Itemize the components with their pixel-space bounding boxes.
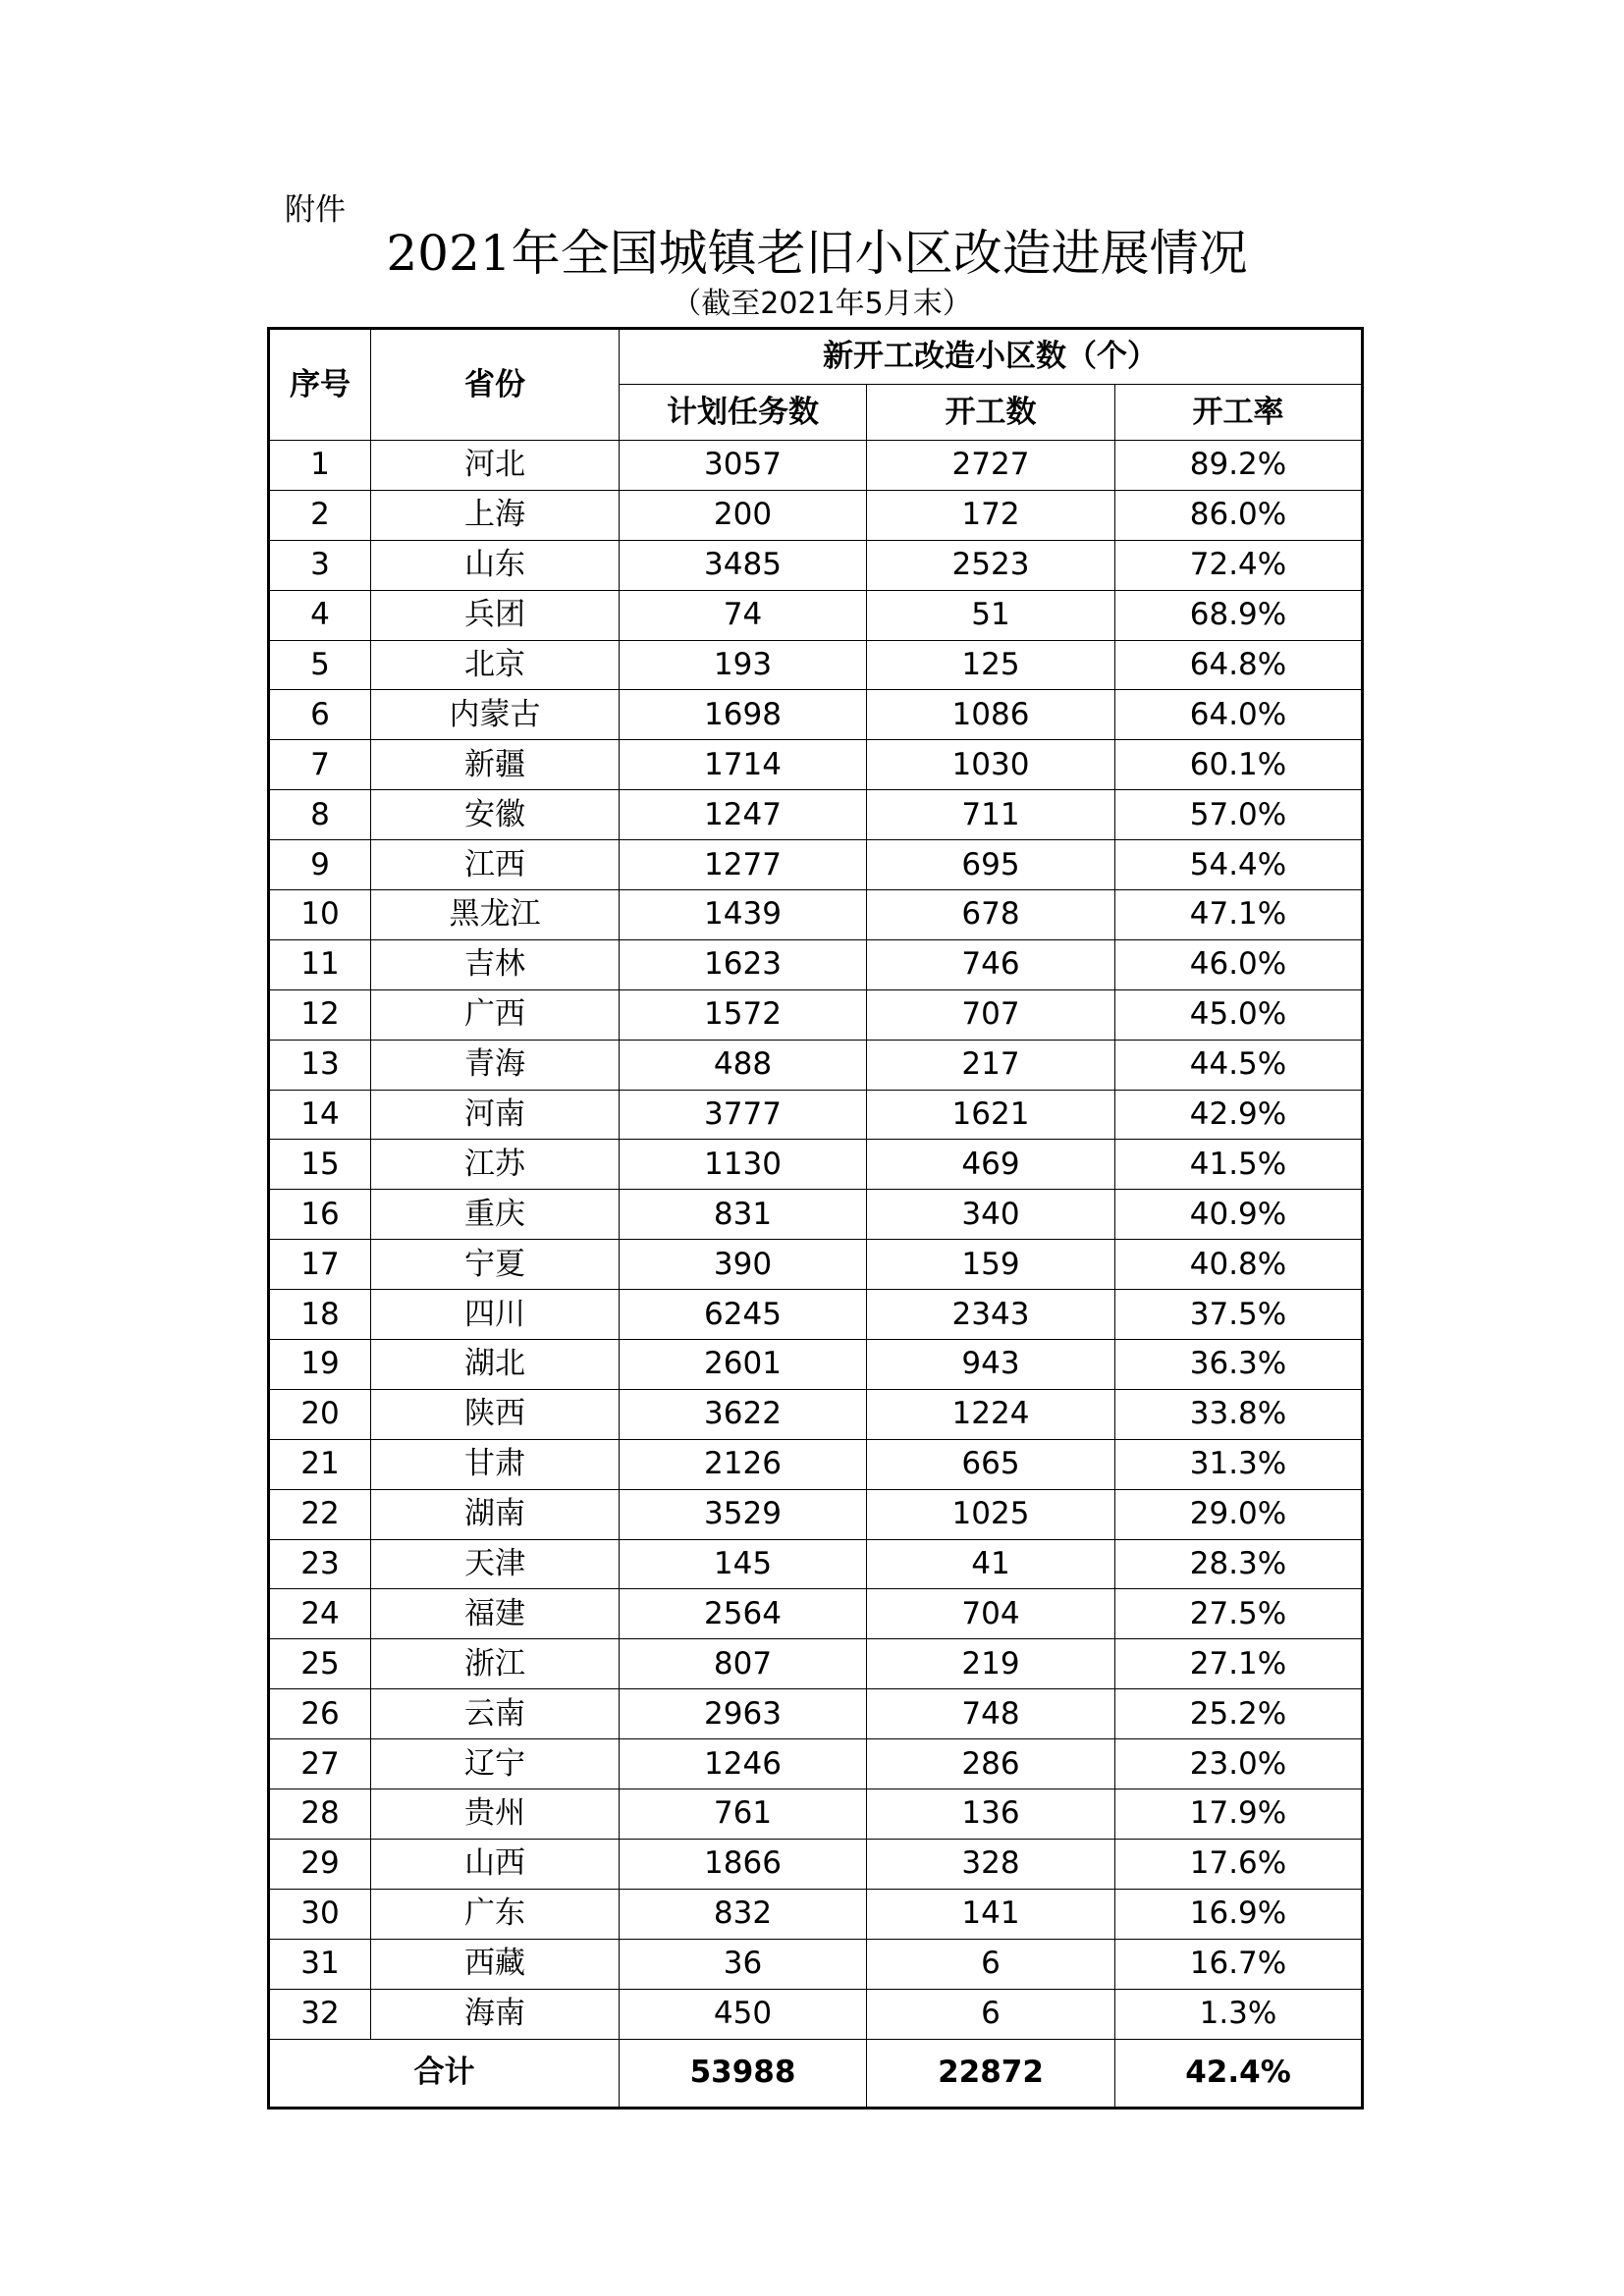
- cell-started: 172: [867, 490, 1115, 540]
- table-row: [269, 1889, 1363, 1939]
- cell-no: 4: [269, 590, 371, 640]
- cell-plan: 3777: [620, 1090, 867, 1140]
- cell-province: 江西: [371, 840, 620, 890]
- cell-plan: 1572: [620, 989, 867, 1040]
- cell-started: 2343: [867, 1290, 1115, 1340]
- cell-plan: 761: [620, 1789, 867, 1840]
- table-row: [269, 1140, 1363, 1190]
- cell-started: 1030: [867, 740, 1115, 790]
- cell-province: 内蒙古: [371, 690, 620, 740]
- table-row: [269, 1090, 1363, 1140]
- total-plan: 53988: [620, 2039, 867, 2108]
- cell-started: 2727: [867, 441, 1115, 491]
- total-started: 22872: [867, 2039, 1115, 2108]
- table-row: [269, 1389, 1363, 1439]
- cell-province: 山东: [371, 540, 620, 590]
- cell-started: 469: [867, 1140, 1115, 1190]
- cell-no: 28: [269, 1789, 371, 1840]
- cell-province: 河北: [371, 441, 620, 491]
- cell-province: 安徽: [371, 790, 620, 840]
- cell-rate: 57.0%: [1115, 790, 1363, 840]
- cell-no: 16: [269, 1190, 371, 1240]
- cell-rate: 68.9%: [1115, 590, 1363, 640]
- cell-started: 41: [867, 1539, 1115, 1589]
- cell-plan: 488: [620, 1040, 867, 1090]
- cell-rate: 72.4%: [1115, 540, 1363, 590]
- cell-rate: 40.9%: [1115, 1190, 1363, 1240]
- cell-no: 15: [269, 1140, 371, 1190]
- cell-rate: 40.8%: [1115, 1240, 1363, 1290]
- cell-started: 286: [867, 1739, 1115, 1789]
- cell-no: 19: [269, 1340, 371, 1390]
- cell-started: 1621: [867, 1090, 1115, 1140]
- cell-rate: 44.5%: [1115, 1040, 1363, 1090]
- table-row: [269, 890, 1363, 940]
- header-started: 开工数: [867, 385, 1115, 441]
- cell-no: 29: [269, 1839, 371, 1889]
- header-plan: 计划任务数: [620, 385, 867, 441]
- cell-no: 17: [269, 1240, 371, 1290]
- cell-no: 21: [269, 1439, 371, 1489]
- cell-no: 12: [269, 989, 371, 1040]
- cell-started: 943: [867, 1340, 1115, 1390]
- table-row: [269, 1439, 1363, 1489]
- table-row: [269, 790, 1363, 840]
- table-row: [269, 540, 1363, 590]
- cell-no: 2: [269, 490, 371, 540]
- cell-started: 1086: [867, 690, 1115, 740]
- table-row: [269, 939, 1363, 989]
- table-body: [269, 441, 1363, 2040]
- cell-started: 665: [867, 1439, 1115, 1489]
- attachment-label: 附件: [285, 192, 346, 228]
- table-row: [269, 640, 1363, 690]
- cell-province: 上海: [371, 490, 620, 540]
- table-row: [269, 690, 1363, 740]
- cell-plan: 193: [620, 640, 867, 690]
- cell-province: 江苏: [371, 1140, 620, 1190]
- cell-province: 广西: [371, 989, 620, 1040]
- cell-started: 340: [867, 1190, 1115, 1240]
- cell-no: 24: [269, 1589, 371, 1639]
- header-province: 省份: [371, 329, 620, 441]
- cell-plan: 3622: [620, 1389, 867, 1439]
- cell-rate: 37.5%: [1115, 1290, 1363, 1340]
- cell-province: 浙江: [371, 1639, 620, 1689]
- cell-no: 10: [269, 890, 371, 940]
- cell-rate: 31.3%: [1115, 1439, 1363, 1489]
- cell-no: 9: [269, 840, 371, 890]
- cell-started: 707: [867, 989, 1115, 1040]
- table-row: [269, 1789, 1363, 1840]
- cell-rate: 64.8%: [1115, 640, 1363, 690]
- cell-plan: 1714: [620, 740, 867, 790]
- cell-rate: 23.0%: [1115, 1739, 1363, 1789]
- cell-started: 6: [867, 1989, 1115, 2039]
- cell-plan: 2963: [620, 1689, 867, 1739]
- total-label: 合计: [269, 2039, 620, 2108]
- table-row: [269, 490, 1363, 540]
- cell-rate: 86.0%: [1115, 490, 1363, 540]
- cell-no: 3: [269, 540, 371, 590]
- cell-rate: 1.3%: [1115, 1989, 1363, 2039]
- table-row: [269, 441, 1363, 491]
- cell-no: 30: [269, 1889, 371, 1939]
- cell-no: 6: [269, 690, 371, 740]
- cell-plan: 3485: [620, 540, 867, 590]
- cell-plan: 807: [620, 1639, 867, 1689]
- cell-province: 海南: [371, 1989, 620, 2039]
- cell-plan: 74: [620, 590, 867, 640]
- cell-rate: 54.4%: [1115, 840, 1363, 890]
- cell-no: 14: [269, 1090, 371, 1140]
- cell-started: 711: [867, 790, 1115, 840]
- cell-province: 北京: [371, 640, 620, 690]
- cell-no: 32: [269, 1989, 371, 2039]
- cell-province: 兵团: [371, 590, 620, 640]
- cell-started: 1025: [867, 1489, 1115, 1539]
- cell-plan: 1130: [620, 1140, 867, 1190]
- cell-rate: 60.1%: [1115, 740, 1363, 790]
- cell-plan: 1698: [620, 690, 867, 740]
- cell-province: 宁夏: [371, 1240, 620, 1290]
- cell-plan: 145: [620, 1539, 867, 1589]
- table-row: [269, 1539, 1363, 1589]
- cell-no: 26: [269, 1689, 371, 1739]
- cell-no: 5: [269, 640, 371, 690]
- cell-province: 河南: [371, 1090, 620, 1140]
- cell-plan: 2126: [620, 1439, 867, 1489]
- cell-province: 福建: [371, 1589, 620, 1639]
- cell-started: 704: [867, 1589, 1115, 1639]
- table-row: [269, 1290, 1363, 1340]
- page-subtitle: （截至2021年5月末）: [672, 287, 972, 321]
- cell-province: 湖南: [371, 1489, 620, 1539]
- table-row: [269, 1689, 1363, 1739]
- cell-plan: 2601: [620, 1340, 867, 1390]
- table-row: [269, 1639, 1363, 1689]
- cell-rate: 28.3%: [1115, 1539, 1363, 1589]
- cell-plan: 1866: [620, 1839, 867, 1889]
- cell-no: 27: [269, 1739, 371, 1789]
- cell-no: 13: [269, 1040, 371, 1090]
- table-row: [269, 1040, 1363, 1090]
- total-rate: 42.4%: [1115, 2039, 1363, 2108]
- cell-started: 141: [867, 1889, 1115, 1939]
- progress-table: [267, 327, 1364, 2109]
- cell-rate: 27.1%: [1115, 1639, 1363, 1689]
- table-row: [269, 1340, 1363, 1390]
- cell-started: 746: [867, 939, 1115, 989]
- header-no: 序号: [269, 329, 371, 441]
- cell-province: 四川: [371, 1290, 620, 1340]
- cell-province: 黑龙江: [371, 890, 620, 940]
- cell-no: 22: [269, 1489, 371, 1539]
- cell-rate: 33.8%: [1115, 1389, 1363, 1439]
- cell-started: 219: [867, 1639, 1115, 1689]
- cell-no: 20: [269, 1389, 371, 1439]
- cell-province: 青海: [371, 1040, 620, 1090]
- cell-plan: 1623: [620, 939, 867, 989]
- cell-plan: 2564: [620, 1589, 867, 1639]
- total-row: [269, 2039, 1363, 2108]
- page-title: 2021年全国城镇老旧小区改造进展情况: [386, 225, 1248, 282]
- cell-no: 8: [269, 790, 371, 840]
- cell-plan: 831: [620, 1190, 867, 1240]
- cell-province: 辽宁: [371, 1739, 620, 1789]
- cell-province: 陕西: [371, 1389, 620, 1439]
- cell-rate: 46.0%: [1115, 939, 1363, 989]
- cell-plan: 1247: [620, 790, 867, 840]
- table-row: [269, 1739, 1363, 1789]
- cell-started: 136: [867, 1789, 1115, 1840]
- cell-plan: 450: [620, 1989, 867, 2039]
- cell-plan: 390: [620, 1240, 867, 1290]
- table-row: [269, 989, 1363, 1040]
- cell-plan: 832: [620, 1889, 867, 1939]
- cell-rate: 42.9%: [1115, 1090, 1363, 1140]
- table-row: [269, 1489, 1363, 1539]
- cell-started: 2523: [867, 540, 1115, 590]
- cell-rate: 17.9%: [1115, 1789, 1363, 1840]
- table-row: [269, 590, 1363, 640]
- cell-rate: 45.0%: [1115, 989, 1363, 1040]
- cell-province: 湖北: [371, 1340, 620, 1390]
- header-group: 新开工改造小区数（个）: [620, 329, 1363, 385]
- cell-rate: 25.2%: [1115, 1689, 1363, 1739]
- cell-province: 新疆: [371, 740, 620, 790]
- table-row: [269, 1190, 1363, 1240]
- table-row: [269, 840, 1363, 890]
- cell-province: 西藏: [371, 1939, 620, 1989]
- cell-plan: 6245: [620, 1290, 867, 1340]
- cell-no: 25: [269, 1639, 371, 1689]
- table-row: [269, 1240, 1363, 1290]
- cell-province: 重庆: [371, 1190, 620, 1240]
- cell-plan: 36: [620, 1939, 867, 1989]
- cell-started: 328: [867, 1839, 1115, 1889]
- cell-no: 18: [269, 1290, 371, 1340]
- cell-plan: 1277: [620, 840, 867, 890]
- cell-no: 23: [269, 1539, 371, 1589]
- table-row: [269, 1989, 1363, 2039]
- cell-province: 广东: [371, 1889, 620, 1939]
- cell-rate: 36.3%: [1115, 1340, 1363, 1390]
- cell-rate: 89.2%: [1115, 441, 1363, 491]
- cell-no: 1: [269, 441, 371, 491]
- cell-started: 159: [867, 1240, 1115, 1290]
- cell-rate: 41.5%: [1115, 1140, 1363, 1190]
- cell-rate: 27.5%: [1115, 1589, 1363, 1639]
- table-row: [269, 1839, 1363, 1889]
- cell-rate: 64.0%: [1115, 690, 1363, 740]
- cell-started: 678: [867, 890, 1115, 940]
- cell-rate: 17.6%: [1115, 1839, 1363, 1889]
- cell-started: 6: [867, 1939, 1115, 1989]
- cell-no: 7: [269, 740, 371, 790]
- cell-started: 695: [867, 840, 1115, 890]
- cell-started: 1224: [867, 1389, 1115, 1439]
- cell-plan: 1439: [620, 890, 867, 940]
- cell-rate: 29.0%: [1115, 1489, 1363, 1539]
- cell-started: 748: [867, 1689, 1115, 1739]
- cell-rate: 16.9%: [1115, 1889, 1363, 1939]
- cell-province: 贵州: [371, 1789, 620, 1840]
- cell-province: 甘肃: [371, 1439, 620, 1489]
- cell-province: 天津: [371, 1539, 620, 1589]
- cell-province: 山西: [371, 1839, 620, 1889]
- cell-province: 云南: [371, 1689, 620, 1739]
- cell-rate: 47.1%: [1115, 890, 1363, 940]
- cell-started: 51: [867, 590, 1115, 640]
- cell-plan: 200: [620, 490, 867, 540]
- table-row: [269, 1939, 1363, 1989]
- cell-rate: 16.7%: [1115, 1939, 1363, 1989]
- cell-started: 125: [867, 640, 1115, 690]
- cell-plan: 3529: [620, 1489, 867, 1539]
- cell-no: 11: [269, 939, 371, 989]
- table-row: [269, 740, 1363, 790]
- cell-province: 吉林: [371, 939, 620, 989]
- cell-started: 217: [867, 1040, 1115, 1090]
- cell-no: 31: [269, 1939, 371, 1989]
- cell-plan: 1246: [620, 1739, 867, 1789]
- cell-plan: 3057: [620, 441, 867, 491]
- table-row: [269, 1589, 1363, 1639]
- header-rate: 开工率: [1115, 385, 1363, 441]
